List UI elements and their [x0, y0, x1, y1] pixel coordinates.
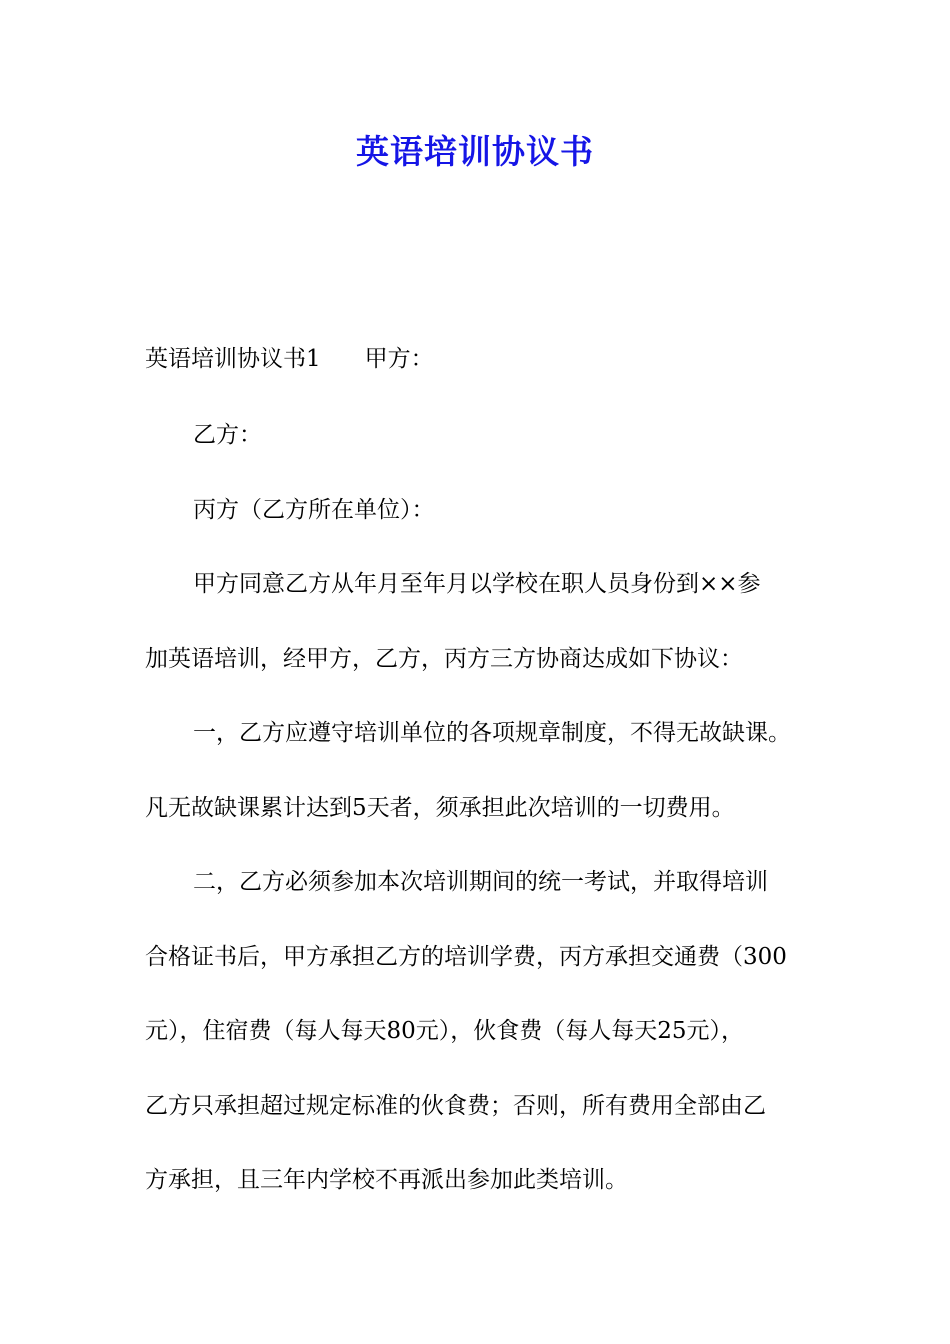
paragraph-intro-line-1: 甲方同意乙方从年月至年月以学校在职人员身份到××参: [193, 571, 761, 597]
party-a-label: 甲方：: [364, 346, 434, 372]
document-title: 英语培训协议书: [356, 132, 594, 171]
paragraph-intro-line-2: 加英语培训，经甲方，乙方，丙方三方协商达成如下协议：: [145, 646, 743, 672]
party-c-label: 丙方（乙方所在单位）：: [193, 497, 435, 523]
doc-line-1: [145, 343, 434, 375]
party-b-label: 乙方：: [193, 422, 262, 448]
clause-2-line-5: 方承担，且三年内学校不再派出参加此类培训。: [145, 1167, 628, 1193]
clause-1-line-1: 一，乙方应遵守培训单位的各项规章制度，不得无故缺课。: [193, 720, 791, 746]
clause-2-line-1: 二，乙方必须参加本次培训期间的统一考试，并取得培训: [193, 869, 768, 895]
clause-1-line-2: 凡无故缺课累计达到5天者，须承担此次培训的一切费用。: [145, 795, 735, 821]
doc-subtitle: 英语培训协议书1: [145, 346, 321, 372]
clause-2-line-3: 元），住宿费（每人每天80元），伙食费（每人每天25元），: [145, 1018, 745, 1044]
clause-2-line-2: 合格证书后，甲方承担乙方的培训学费，丙方承担交通费（300: [145, 944, 787, 970]
clause-2-line-4: 乙方只承担超过规定标准的伙食费；否则，所有费用全部由乙: [145, 1093, 766, 1119]
